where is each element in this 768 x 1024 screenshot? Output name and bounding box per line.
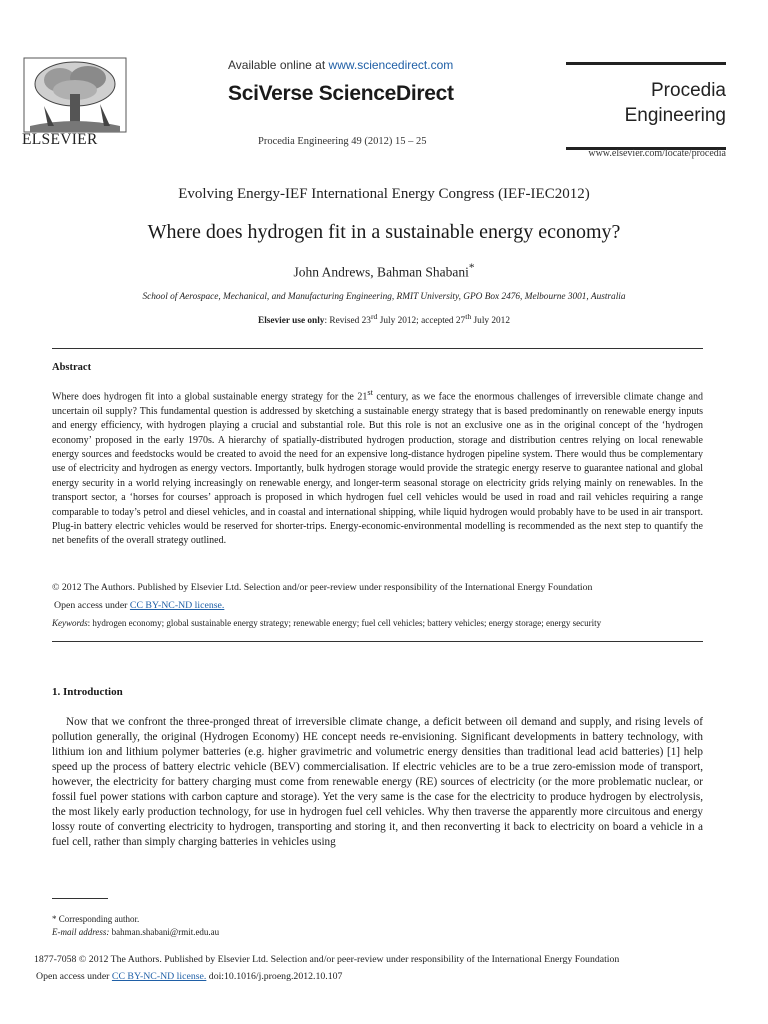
corresponding-mark: * <box>468 262 475 274</box>
footnote-corresponding: * Corresponding author. <box>52 914 140 924</box>
abstract-body <box>52 386 703 549</box>
introduction-text: Now that we confront the three-pronged threat of irreversible climate change, a deficit between oil demand and supply, and rising levels of pollution generally, the original (Hydrogen Economy) HE concept needs re-envisioning. Significant developments in battery technology, with lithium ion and lithium polymer batteries (e.g. higher gravimetric and volumetric energy densities than traditional lead acid batteries) [1] help speed up the process of battery electric vehicle (BEV) commercialisation. If electric vehicles are to be a true zero-emission mode of transport, however, the electricity for battery charging must come from renewable energy (RE) sources of electricity (or the more problematic nuclear, or fossil fuel power stations with carbon capture and storage). Yet the very same is the case for the electricity to produce hydrogen by electrolysis, the most likely early production technology, for use in hydrogen fuel cell vehicles. Why then traverse the apparently more circuitous and energy lossy route of converting electricity to hydrogen, transporting and storing it, and then reconverting it back to electricity on board a vehicle in a fuel cell, rather than simply charging batteries in vehicles using <box>52 716 703 848</box>
footnote-email <box>52 927 219 937</box>
journal-title-line1: Procedia <box>651 80 726 101</box>
paper-title: Where does hydrogen fit in a sustainable energy economy? <box>147 221 621 243</box>
journal-url[interactable]: www.elsevier.com/locate/procedia <box>588 148 726 159</box>
article-dates <box>0 312 768 326</box>
email-label: E-mail address: <box>52 927 110 937</box>
sciencedirect-link[interactable]: www.sciencedirect.com <box>328 58 454 72</box>
keywords-line <box>52 618 712 628</box>
journal-reference: Procedia Engineering 49 (2012) 15 – 25 <box>258 136 427 147</box>
doi: doi:10.1016/j.proeng.2012.10.107 <box>206 971 343 982</box>
introduction-paragraph <box>52 715 703 850</box>
footer-license-link[interactable]: CC BY-NC-ND license. <box>111 971 207 982</box>
footer-license-line <box>36 971 736 982</box>
open-access-line <box>54 600 224 611</box>
abstract-bottom-rule <box>52 641 703 642</box>
available-online-line <box>228 58 453 72</box>
email-address[interactable]: bahman.shabani@rmit.edu.au <box>109 927 220 937</box>
abstract-sup: st <box>367 388 373 397</box>
dates-revised: : Revised 23 <box>324 316 371 327</box>
conference-name: Evolving Energy-IEF International Energy Congress (IEF-IEC2012) <box>178 186 590 202</box>
abstract-text-2: century, as we face the enormous challenges of irreversible climate change and uncertain oil supply? This fundamental question is addressed by sketching a sustainable energy strategy that is based predominantly on renewable energy inputs and energy efficiency, with hydrogen playing a crucial and substantial role. But this role is not an exclusive one as in the original concept of the ‘hydrogen economy’ proposed in the early 1970s. A hierarchy of spatially-distributed hydrogen production, storage and distribution centres relying on local renewable energy sources and feedstocks would be created to avoid the need for an expensive long-distance hydrogen pipeline system. There would thus be complementary use of electricity and hydrogen as energy vectors. Importantly, bulk hydrogen storage would provide the strategic energy reserve to guarantee national and global energy security in a world relying increasingly on renewable energy, and longer-term seasonal storage on electricity grids relying mainly on renewables. In the transport sector, a ‘horses for courses’ approach is proposed in which hydrogen fuel cell vehicles would be used in road and rail vehicles requiring a range comparable to today’s petrol and diesel vehicles, and in coastal and international shipping, while liquid hydrogen would probably have to be used in air transport. Plug-in battery electric vehicles would be reserved for shorter-trips. Energy-economic-environmental modelling is recommended as the next step to quantify the net benefits of the overall strategy outlined. <box>52 391 703 547</box>
affiliation: School of Aerospace, Mechanical, and Manufacturing Engineering, RMIT University, GPO Box 2476, Melbourne 3001, Australia <box>142 292 626 302</box>
issn-copyright-line: 1877-7058 © 2012 The Authors. Published by Elsevier Ltd. Selection and/or peer-review under responsibility of the International Energy Foundation <box>34 954 620 965</box>
footnote-rule <box>52 898 108 899</box>
copyright-notice: © 2012 The Authors. Published by Elsevier Ltd. Selection and/or peer-review under responsibility of the International Energy Foundation <box>52 582 593 593</box>
available-prefix: Available online at <box>228 58 329 72</box>
platform-name: SciVerse ScienceDirect <box>228 82 454 105</box>
dates-suffix: July 2012 <box>471 316 510 327</box>
abstract-heading: Abstract <box>52 362 92 373</box>
open-access-prefix: Open access under <box>54 600 130 611</box>
footer-open-access-prefix: Open access under <box>36 971 112 982</box>
author-list <box>0 262 768 281</box>
section-heading-introduction: 1. Introduction <box>52 686 123 698</box>
elsevier-wordmark: ELSEVIER <box>22 131 98 148</box>
dates-accepted-sup: th <box>465 312 472 321</box>
abstract-top-rule <box>52 348 703 349</box>
authors: John Andrews, Bahman Shabani <box>293 264 469 280</box>
license-link[interactable]: CC BY-NC-ND license. <box>129 600 225 611</box>
journal-title <box>566 78 726 128</box>
journal-title-line2: Engineering <box>624 105 726 126</box>
dates-middle: July 2012; accepted 27 <box>377 316 466 327</box>
keywords-text: : hydrogen economy; global sustainable energy strategy; renewable energy; fuel cell vehicles; battery vehicles; energy storage; energy security <box>87 618 602 628</box>
dates-revised-sup: rd <box>370 312 378 321</box>
keywords-label: Keywords <box>52 618 88 628</box>
dates-label: Elsevier use only <box>258 316 325 327</box>
abstract-text-1: Where does hydrogen fit into a global sustainable energy strategy for the 21 <box>52 391 368 403</box>
